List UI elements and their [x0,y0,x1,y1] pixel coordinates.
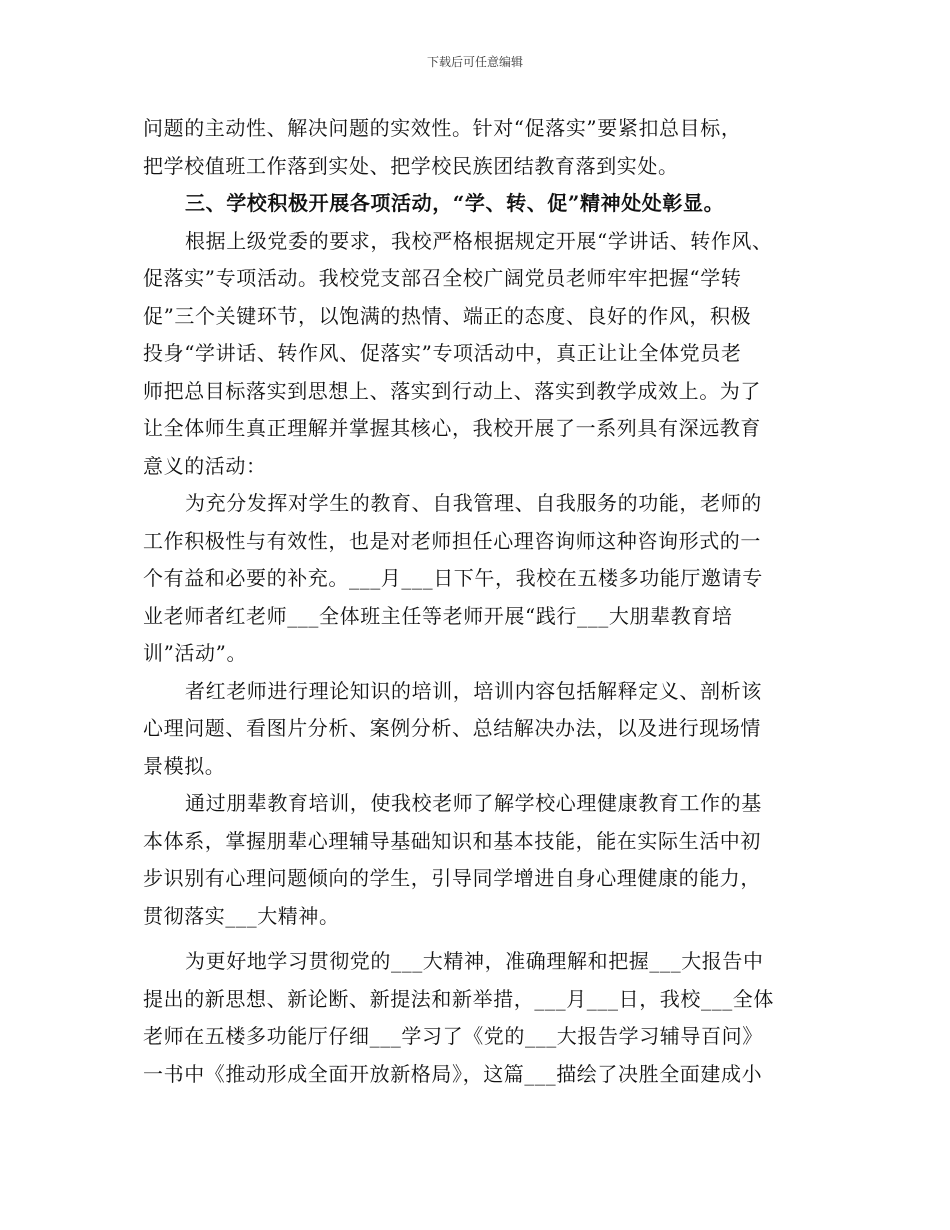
text-line: 景模拟。 [143,753,226,778]
text-line: 者红老师进行理论知识的培训，培训内容包括解释定义、剖析该 [185,678,762,703]
text-line: 师把总目标落实到思想上、落实到行动上、落实到教学成效上。为了 [143,378,761,403]
text-line: 促落实”专项活动。我校党支部召全校广阔党员老师牢牢把握“学转 [143,266,742,290]
text-line: 老师在五楼多功能厅仔细___学习了《党的___大报告学习辅导百问》 [143,1024,763,1048]
text-line: 投身“学讲话、转作风、促落实”专项活动中，真正让让全体党员老 [143,341,742,365]
text-line: 让全体师生真正理解并掌握其核心，我校开展了一系列具有深远教育 [143,416,761,440]
text-line: 意义的活动： [143,453,267,478]
text-line: 促”三个关键环节，以饱满的热情、端正的态度、良好的作风，积极 [143,303,752,328]
text-line: 业老师者红老师___全体班主任等老师开展“践行___大朋辈教育培 [143,603,733,628]
text-line: 训”活动”。 [143,641,248,665]
section-heading: 三、学校积极开展各项活动，“学、转、促”精神处处彰显。 [185,191,725,215]
text-line: 通过朋辈教育培训，使我校老师了解学校心理健康教育工作的基 [185,791,762,815]
text-line: 本体系，掌握朋辈心理辅导基础知识和基本技能，能在实际生活中初 [143,828,761,853]
document-body [143,110,811,1093]
text-line: 心理问题、看图片分析、案例分析、总结解决办法，以及进行现场情 [143,716,761,740]
page-header-note: 下载后可任意编辑 [426,55,523,69]
text-line: 一书中《推动形成全面开放新格局》，这篇___描绘了决胜全面建成小 [143,1061,763,1086]
text-line: 把学校值班工作落到实处、把学校民族团结教育落到实处。 [143,153,679,178]
text-line: 问题的主动性、解决问题的实效性。针对“促落实”要紧扣总目标， [143,116,742,140]
text-line: 为更好地学习贯彻党的___大精神，准确理解和把握___大报告中 [185,949,764,973]
text-line: 提出的新思想、新论断、新提法和新举措，___月___日，我校___全体 [143,986,774,1011]
paragraph-gap [143,935,811,943]
text-line: 步识别有心理问题倾向的学生，引导同学增进自身心理健康的能力， [143,866,761,890]
text-line: 个有益和必要的补充。___月___日下午，我校在五楼多功能厅邀请专 [143,566,763,590]
text-line: 为充分发挥对学生的教育、自我管理、自我服务的功能，老师的 [185,491,762,515]
text-line: 工作积极性与有效性，也是对老师担任心理咨询师这种咨询形式的一 [143,528,761,553]
text-line: 贯彻落实___大精神。 [143,903,340,928]
text-line: 根据上级党委的要求，我校严格根据规定开展“学讲话、转作风、 [185,228,773,253]
